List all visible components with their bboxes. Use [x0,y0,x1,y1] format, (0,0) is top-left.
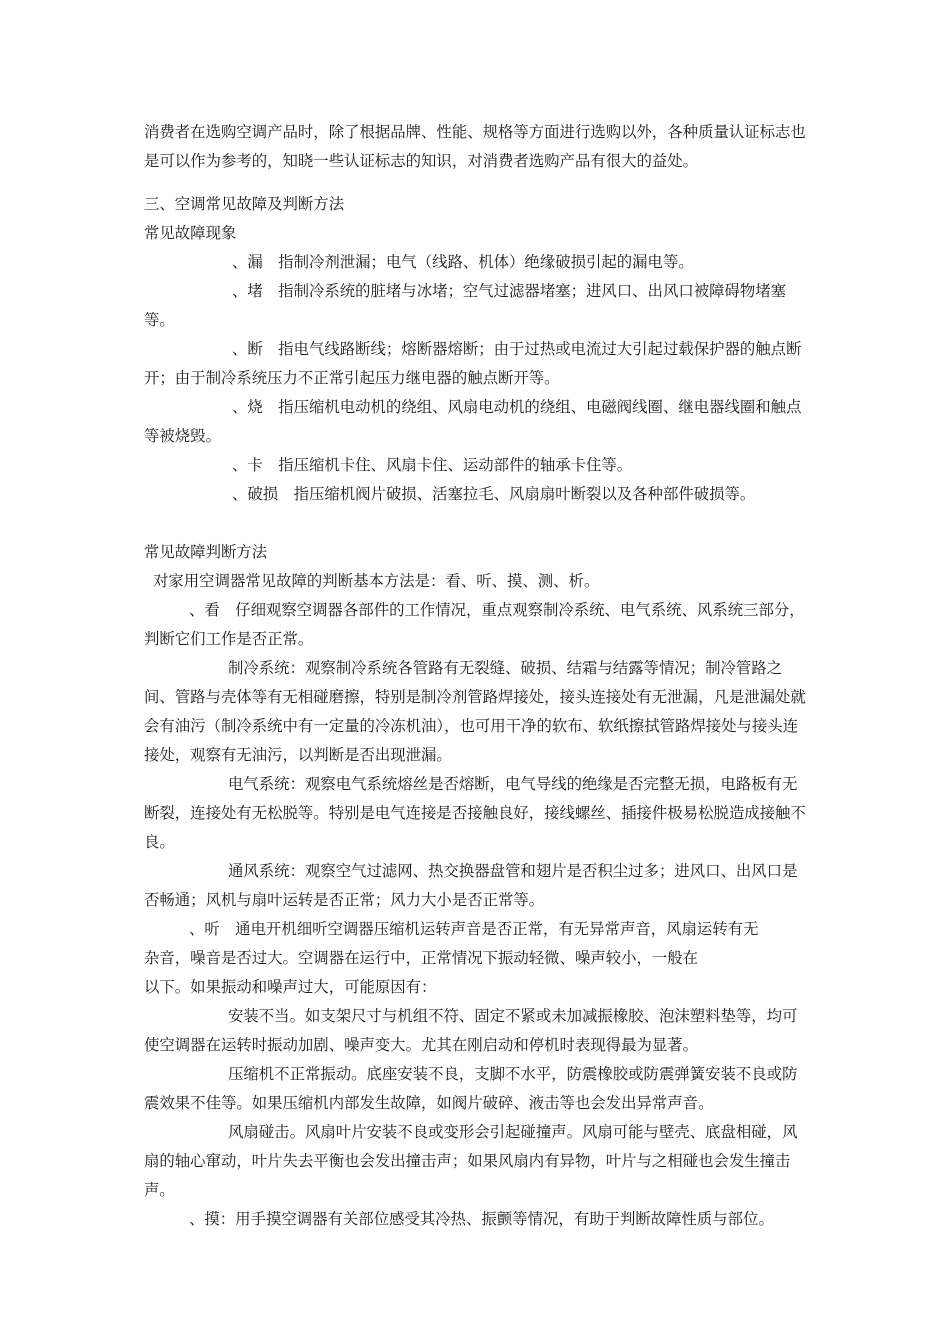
look-electrical: 电气系统：观察电气系统熔丝是否熔断，电气导线的绝缘是否完整无损，电路板有无断裂，连接处有无松脱等。特别是电气连接是否接触良好，接线螺丝、插接件极易松脱造成接触不良。 [144,775,806,851]
look-refrigeration: 制冷系统：观察制冷系统各管路有无裂缝、破损、结霜与结露等情况；制冷管路之间、管路与壳体等有无相碰磨擦，特别是制冷剂管路焊接处，接头连接处有无泄漏，凡是泄漏处就会有油污（制冷系统中有一定量的冷冻机油），也可用干净的软布、软纸擦拭管路焊接处与接头连接处，观察有无油污，以判断是否出现泄漏。 [144,659,806,764]
phenomenon-burn: 、烧 指压缩机电动机的绕组、风扇电动机的绕组、电磁阀线圈、继电器线圈和触点等被烧毁。 [144,398,802,445]
methods-heading: 常见故障判断方法 [144,543,268,561]
method-listen-line3: 以下。如果振动和噪声过大，可能原因有： [144,978,437,996]
document-page [144,118,808,1234]
method-listen-line1: 、听 通电开机细听空调器压缩机运转声音是否正常，有无异常声音，风扇运转有无 [189,920,759,938]
method-look: 、看 仔细观察空调器各部件的工作情况，重点观察制冷系统、电气系统、风系统三部分，判断它们工作是否正常。 [144,601,805,648]
phenomenon-leak: 、漏 指制冷剂泄漏；电气（线路、机体）绝缘破损引起的漏电等。 [232,253,694,271]
spacer [144,176,808,190]
phenomenon-stuck: 、卡 指压缩机卡住、风扇卡住、运动部件的轴承卡住等。 [232,456,633,474]
phenomena-heading: 常见故障现象 [144,224,237,242]
phenomenon-block: 、堵 指制冷系统的脏堵与冰堵；空气过滤器堵塞；进风口、出风口被障碍物堵塞等。 [144,282,787,329]
phenomenon-break: 、断 指电气线路断线；熔断器熔断；由于过热或电流过大引起过载保护器的触点断开；由于制冷系统压力不正常引起压力继电器的触点断开等。 [144,340,802,387]
listen-installation: 安装不当。如支架尺寸与机组不符、固定不紧或未加减振橡胶、泡沫塑料垫等，均可使空调器在运转时振动加剧、噪声变大。尤其在刚启动和停机时表现得最为显著。 [144,1007,798,1054]
intro-paragraph: 消费者在选购空调产品时，除了根据品牌、性能、规格等方面进行选购以外，各种质量认证标志也是可以作为参考的，知晓一些认证标志的知识，对消费者选购产品有很大的益处。 [144,123,806,170]
method-listen-line2: 杂音，噪音是否过大。空调器在运行中，正常情况下振动轻微、噪声较小，一般在 [144,949,699,967]
section-title: 三、空调常见故障及判断方法 [144,195,345,213]
method-touch: 、摸：用手摸空调器有关部位感受其冷热、振颤等情况，有助于判断故障性质与部位。 [189,1210,774,1228]
listen-compressor: 压缩机不正常振动。底座安装不良，支脚不水平，防震橡胶或防震弹簧安装不良或防震效果不佳等。如果压缩机内部发生故障，如阀片破碎、液击等也会发出异常声音。 [144,1065,798,1112]
phenomenon-damage: 、破损 指压缩机阀片破损、活塞拉毛、风扇扇叶断裂以及各种部件破损等。 [232,485,756,503]
look-ventilation: 通风系统：观察空气过滤网、热交换器盘管和翅片是否积尘过多；进风口、出风口是否畅通；风机与扇叶运转是否正常；风力大小是否正常等。 [144,862,798,909]
methods-intro: 对家用空调器常见故障的判断基本方法是：看、听、摸、测、析。 [153,572,600,590]
spacer [144,509,808,538]
listen-fan: 风扇碰击。风扇叶片安装不良或变形会引起碰撞声。风扇可能与壁壳、底盘相碰，风扇的轴心窜动，叶片失去平衡也会发出撞击声；如果风扇内有异物，叶片与之相碰也会发生撞击声。 [144,1123,798,1199]
